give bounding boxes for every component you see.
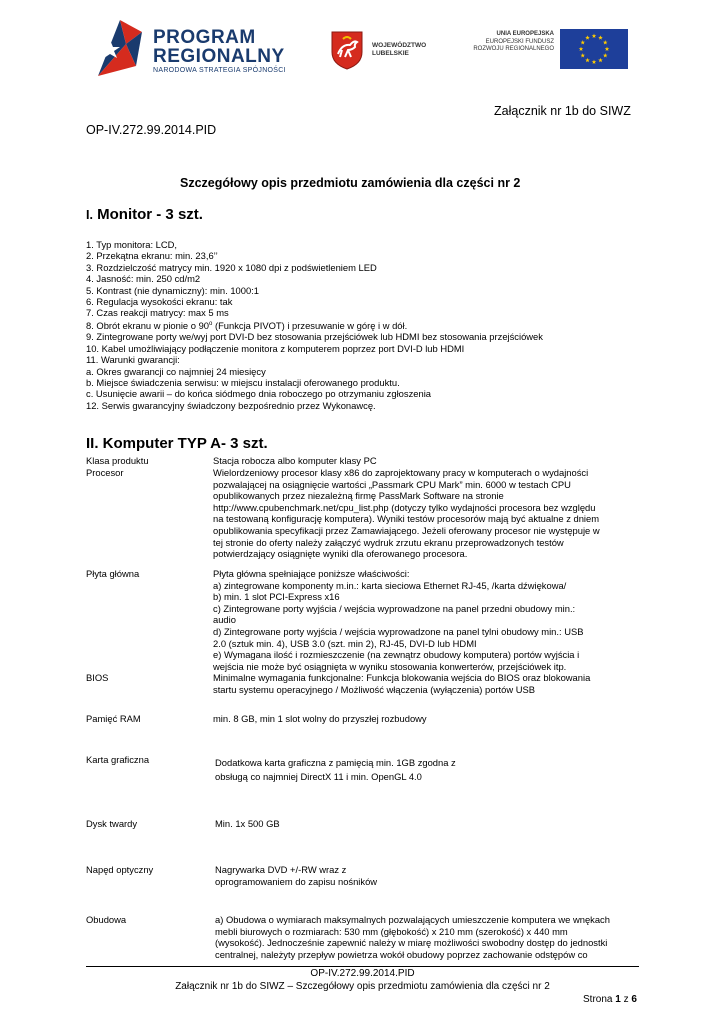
page-current: 1	[615, 994, 621, 1005]
row-value-dysk	[215, 818, 645, 830]
value-line: a) zintegrowane komponenty m.in.: karta sieciowa Ethernet RJ-45, /karta dźwiękowa/	[213, 579, 567, 591]
value-line: Minimalne wymagania funkcjonalne: Funkcja blokowania wejścia do BIOS oraz blokowania	[213, 672, 591, 683]
value-line: pozwalającej na osiągnięcie wartości „Passmark CPU Mark” min. 6000 w testach CPU	[213, 478, 571, 490]
list-item: 10. Kabel umożliwiający podłączenie monitora z komputerem poprzez port DVI-D lub HDMI	[86, 342, 465, 354]
row-value-bios	[213, 672, 643, 695]
program-regionalny-logo	[96, 14, 306, 80]
list-item: 7. Czas reakcji matrycy: max 5 ms	[86, 307, 229, 319]
degree-superscript: o	[209, 320, 213, 327]
monitor-requirements-list	[86, 239, 543, 411]
value-line: Stacja robocza albo komputer klasy PC	[213, 455, 377, 466]
row-label-obudowa: Obudowa	[86, 914, 127, 925]
value-line: obsługą co najmniej DirectX 11 i min. OpenGL 4.0	[215, 771, 422, 782]
value-line: b) min. 1 slot PCI-Express x16	[213, 591, 340, 603]
row-label-karta: Karta graficzna	[86, 754, 150, 765]
list-item: b. Miejsce świadczenia serwisu: w miejscu instalacji oferowanego produktu.	[86, 377, 400, 388]
eu-logo-line3: ROZWOJU REGIONALNEGO	[473, 46, 554, 52]
list-item: 12. Serwis gwarancyjny świadczony bezpośrednio przez Wykonawcę.	[86, 399, 376, 411]
value-line: wejścia nie może być osiągnięta w wyniku stosowania konwerterów, przejściówek itp.	[213, 660, 567, 672]
eu-logo-line2: EUROPEJSKI FUNDUSZ	[485, 38, 554, 45]
list-item: 4. Jasność: min. 250 cd/m2	[86, 273, 201, 285]
value-line: na testowaną konfigurację komputera). Wyniki testów procesorów mają być aktualne z dniem	[213, 513, 600, 525]
page-of: z	[620, 994, 632, 1005]
lubelskie-shield-icon	[330, 30, 364, 70]
reference-number: OP-IV.272.99.2014.PID	[86, 123, 217, 137]
value-line: (wysokość). Jednocześnie zapewnić należy w miarę możliwości swobodny dostęp do jednostki	[215, 937, 608, 949]
value-line: mebli biurowych o rozmiarach: 530 mm (głębokość) x 210 mm (szerokość) x 440 mm	[215, 925, 568, 937]
list-item: 5. Kontrast (nie dynamiczny): min. 1000:1	[86, 284, 259, 296]
footer-reference: OP-IV.272.99.2014.PID	[310, 968, 415, 979]
value-line: d) Zintegrowane porty wyjścia / wejścia wyprowadzone na panel tylni obudowy min.: USB	[213, 625, 584, 637]
value-line: potwierdzający osiągnięte wyniki dla oferowanego procesora.	[213, 548, 468, 560]
program-logo-line3: NARODOWA STRATEGIA SPÓJNOŚCI	[153, 67, 286, 74]
list-item: 6. Regulacja wysokości ekranu: tak	[86, 296, 233, 308]
row-value-plyta	[213, 568, 643, 672]
program-star-icon	[96, 14, 146, 78]
page-number	[583, 994, 637, 1005]
value-line: oprogramowaniem do zapisu nośników	[215, 875, 378, 887]
value-line: Min. 1x 500 GB	[215, 818, 280, 829]
row-label-dysk: Dysk twardy	[86, 818, 138, 829]
value-line: Nagrywarka DVD +/-RW wraz z	[215, 864, 347, 875]
row-label-procesor: Procesor	[86, 467, 124, 478]
program-logo-line1: PROGRAM	[153, 27, 256, 48]
row-label-bios: BIOS	[86, 672, 109, 683]
section2-heading: II. Komputer TYP A- 3 szt.	[86, 435, 268, 452]
list-item: 11. Warunki gwarancji:	[86, 354, 180, 366]
list-item-text-rest: (Funkcja PIVOT) i przesuwanie w górę i w dół.	[212, 319, 408, 331]
list-item: 9. Zintegrowane porty we/wyj port DVI-D bez stosowania przejściówek lub HDMI bez stosowania przejściówek	[86, 331, 543, 343]
region-logo-line1: WOJEWÓDZTWO	[372, 42, 427, 49]
value-line: opublikowanych przez niezależną firmę PassMark Software na stronie	[213, 490, 504, 502]
value-line: audio	[213, 614, 236, 626]
program-logo-line2: REGIONALNY	[153, 46, 285, 67]
value-line: Wielordzeniowy procesor klasy x86 do zaprojektowany pracy w komputerach o wydajności	[213, 467, 589, 478]
footer-description: Załącznik nr 1b do SIWZ – Szczegółowy opis przedmiotu zamówienia dla części nr 2	[175, 981, 550, 992]
list-item: c. Usunięcie awarii – do końca siódmego dnia roboczego po otrzymaniu zgłoszenia	[86, 388, 431, 400]
value-line: 2.0 (sztuk min. 4), USB 3.0 (szt. min 2), RJ-45, DVI-D lub HDMI	[213, 637, 477, 649]
eu-logo-line1: UNIA EUROPEJSKA	[496, 31, 554, 37]
value-line: Dodatkowa karta graficzna z pamięcią min. 1GB zgodna z	[215, 757, 456, 768]
value-line: e) Wymagana ilość i rozmieszczenie (na zewnątrz obudowy komputera) portów wyjścia i	[213, 649, 580, 661]
row-label-klasa: Klasa produktu	[86, 455, 149, 466]
eu-flag-icon	[560, 29, 628, 69]
value-line: http://www.cpubenchmark.net/cpu_list.php (dotyczy tylko wydajności procesora bez względu	[213, 501, 596, 513]
section1-roman: I.	[86, 208, 93, 222]
eu-logo-text	[446, 31, 554, 54]
row-value-ram	[213, 713, 643, 725]
document-title: Szczegółowy opis przedmiotu zamówienia dla części nr 2	[180, 176, 521, 190]
attachment-label: Załącznik nr 1b do SIWZ	[494, 104, 631, 118]
footer-divider	[86, 966, 639, 967]
value-line: opublikowania specyfikacji przez Zamawiającego. Jeżeli oferowany procesor nie występuje w	[213, 524, 600, 536]
list-item-text: 8. Obrót ekranu w pionie o 90	[86, 319, 209, 331]
value-line: c) Zintegrowane porty wyjścia / wejścia wyprowadzone na panel przedni obudowy min.:	[213, 602, 576, 614]
row-label-plyta: Płyta główna	[86, 568, 140, 579]
list-item: 2. Przekątna ekranu: min. 23,6’’	[86, 250, 218, 262]
list-item-rotation	[86, 319, 543, 332]
list-item: 3. Rozdzielczość matrycy min. 1920 x 1080 dpi z podświetleniem LED	[86, 261, 377, 273]
row-value-procesor	[213, 467, 643, 560]
value-line: a) Obudowa o wymiarach maksymalnych pozwalających umieszczenie komputera we wnękach	[215, 914, 610, 925]
region-logo-text	[372, 42, 426, 58]
value-line: min. 8 GB, min 1 slot wolny do przyszłej rozbudowy	[213, 713, 427, 724]
row-value-karta	[215, 756, 645, 784]
value-line: tej stronie do oferty należy załączyć wydruk zrzutu ekranu przeprowadzonych testów	[213, 536, 564, 548]
page-word: Strona	[583, 994, 616, 1005]
row-value-obudowa	[215, 914, 645, 960]
list-item: 1. Typ monitora: LCD,	[86, 239, 178, 250]
list-item: a. Okres gwarancji co najmniej 24 miesięcy	[86, 365, 266, 377]
value-line: startu systemu operacyjnego / Możliwość włączenia (wyłączenia) portów USB	[213, 683, 536, 695]
row-label-ram: Pamięć RAM	[86, 713, 141, 724]
value-line: centralnej, należyty przepływ powietrza wokół obudowy poprzez zachowanie odstępów co	[215, 948, 588, 960]
row-value-naped	[215, 864, 645, 887]
wojewodztwo-lubelskie-logo	[330, 30, 440, 72]
section1-heading	[86, 206, 203, 223]
page-total: 6	[631, 994, 637, 1005]
value-line: Płyta główna spełniające poniższe właściwości:	[213, 568, 410, 579]
row-label-naped: Napęd optyczny	[86, 864, 154, 875]
row-value-klasa	[213, 455, 643, 467]
section1-title: Monitor - 3 szt.	[92, 206, 203, 223]
region-logo-line2: LUBELSKIE	[372, 50, 409, 57]
